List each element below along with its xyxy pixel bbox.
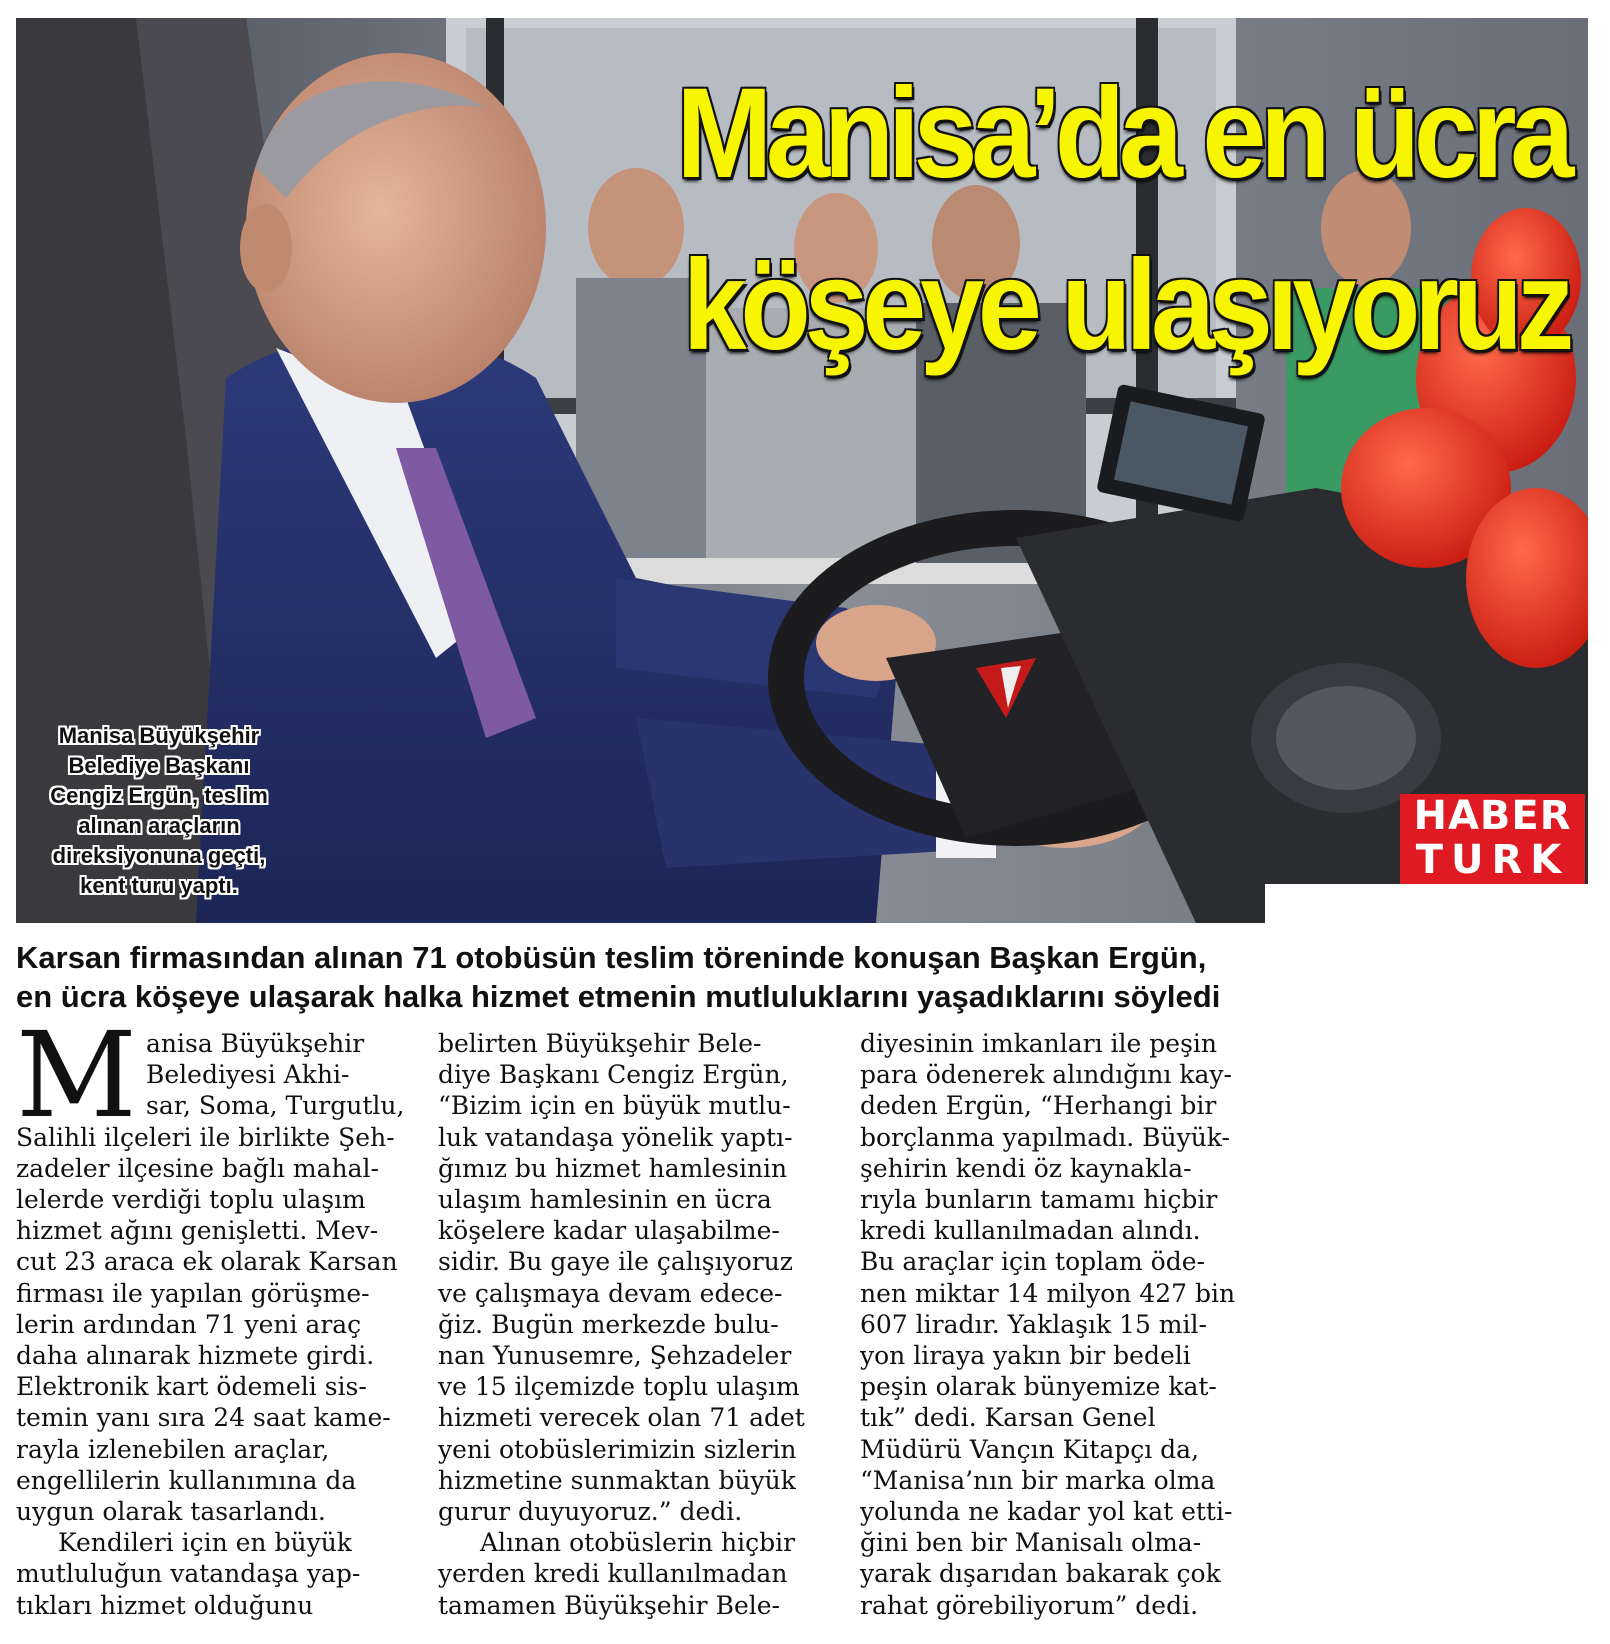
text-line: hizmet ağını genişletti. Mev- [16,1216,379,1246]
text-line: ve 15 ilçemizde toplu ulaşım [438,1372,800,1402]
subheading-line-2: en ücra köşeye ulaşarak halka hizmet etmenin mutluluklarını yaşadıklarını söyledi [16,979,1221,1014]
text-line: yerden kredi kullanılmadan [438,1559,788,1589]
text-line: gurur duyuyoruz.” dedi. [438,1497,743,1527]
text-line: Belediyesi Akhi- [146,1060,350,1090]
text-line: rayla izlenebilen araçlar, [16,1434,330,1464]
text-line: uygun olarak tasarlandı. [16,1497,326,1527]
text-line: cut 23 araca ek olarak Karsan [16,1247,398,1277]
caption-line: Belediye Başkanı [68,753,250,778]
caption-line: kent turu yaptı. [80,873,238,898]
text-line: “Bizim için en büyük mutlu- [438,1091,791,1121]
text-line: lerin ardından 71 yeni araç [16,1309,362,1339]
caption-line: Cengiz Ergün, teslim [50,783,268,808]
text-line: ğımız bu hizmet hamlesinin [438,1153,788,1183]
photo-caption [24,721,294,901]
text-line: Elektronik kart ödemeli sis- [16,1372,367,1402]
text-line: Alınan otobüslerin hiçbir [480,1528,796,1558]
text-line: rahat görebiliyorum” dedi. [860,1590,1199,1620]
text-line: yon liraya yakın bir bedeli [860,1341,1191,1371]
page-margin-block [1265,884,1610,1644]
text-line: tamamen Büyükşehir Bele- [438,1590,780,1620]
text-line: kredi kullanılmadan alındı. [860,1216,1201,1246]
text-line: ğini ben bir Manisalı olma- [860,1528,1202,1558]
text-line: nen miktar 14 milyon 427 bin [860,1278,1236,1308]
text-line: Bu araçlar için toplam öde- [860,1247,1205,1277]
article-column-3 [860,1028,1260,1621]
text-line: para ödenerek alındığını kay- [860,1060,1232,1090]
text-line: Kendileri için en büyük [58,1528,352,1558]
drop-cap: M [16,1006,137,1144]
text-line: 607 liradır. Yaklaşık 15 mil- [860,1309,1207,1339]
text-line: belirten Büyükşehir Bele- [438,1029,762,1058]
text-line: zadeler ilçesine bağlı mahal- [16,1153,379,1183]
text-line: “Manisa’nın bir marka olma [860,1465,1216,1495]
text-line: anisa Büyükşehir [146,1029,365,1058]
logo-line-1: HABER [1413,793,1572,839]
text-line: köşelere kadar ulaşabilme- [438,1216,780,1246]
text-line: yarak dışarıdan bakarak çok [860,1559,1221,1589]
article-column-1 [16,1006,416,1621]
headline [632,48,1568,392]
logo-line-2: TURK [1415,837,1570,883]
text-line: Salihli ilçeleri ile birlikte Şeh- [16,1122,395,1152]
text-line: hizmeti verecek olan 71 adet [438,1403,805,1433]
text-line: nan Yunusemre, Şehzadeler [438,1341,792,1371]
subheading [16,938,1256,1016]
subheading-line-1: Karsan firmasından alınan 71 otobüsün teslim töreninde konuşan Başkan Ergün, [16,940,1207,975]
text-line: engellilerin kullanımına da [16,1465,357,1495]
caption-line: alınan araçların [78,813,240,838]
article-column-2 [438,1028,838,1621]
text-line: luk vatandaşa yönelik yaptı- [438,1122,793,1152]
text-line: firması ile yapılan görüşme- [16,1278,370,1308]
text-line: rıyla bunların tamamı hiçbir [860,1185,1218,1215]
text-line: sidir. Bu gaye ile çalışıyoruz [438,1247,793,1277]
text-line: mutluluğun vatandaşa yap- [16,1559,361,1589]
haberturk-logo [1400,794,1585,884]
text-line: tık” dedi. Karsan Genel [860,1403,1156,1433]
text-line: lelerde verdiği toplu ulaşım [16,1185,366,1215]
text-line: daha alınarak hizmete girdi. [16,1341,375,1371]
news-photo [16,18,1588,923]
text-line: yeni otobüslerimizin sizlerin [438,1434,797,1464]
text-line: şehirin kendi öz kaynakla- [860,1153,1192,1183]
text-line: diye Başkanı Cengiz Ergün, [438,1060,789,1090]
text-line: deden Ergün, “Herhangi bir [860,1091,1217,1121]
text-line: ulaşım hamlesinin en ücra [438,1185,772,1215]
text-line: hizmetine sunmaktan büyük [438,1465,796,1495]
text-line: ğiz. Bugün merkezde bulu- [438,1309,779,1339]
text-line: diyesinin imkanları ile peşin [860,1029,1217,1058]
text-line: peşin olarak bünyemize kat- [860,1372,1217,1402]
text-line: yolunda ne kadar yol kat etti- [860,1497,1233,1527]
text-line: ve çalışmaya devam edece- [438,1278,783,1308]
text-line: temin yanı sıra 24 saat kame- [16,1403,391,1433]
text-line: sar, Soma, Turgutlu, [146,1091,405,1121]
text-line: borçlanma yapılmadı. Büyük- [860,1122,1230,1152]
text-line: tıkları hizmet olduğunu [16,1590,314,1620]
text-line: Müdürü Vançın Kitapçı da, [860,1434,1200,1464]
caption-line: direksiyonuna geçti, [52,843,266,868]
caption-line: Manisa Büyükşehir [58,723,260,748]
headline-line-2: köşeye ulaşıyoruz [682,234,1568,377]
headline-line-1: Manisa’da en ücra [676,62,1568,205]
